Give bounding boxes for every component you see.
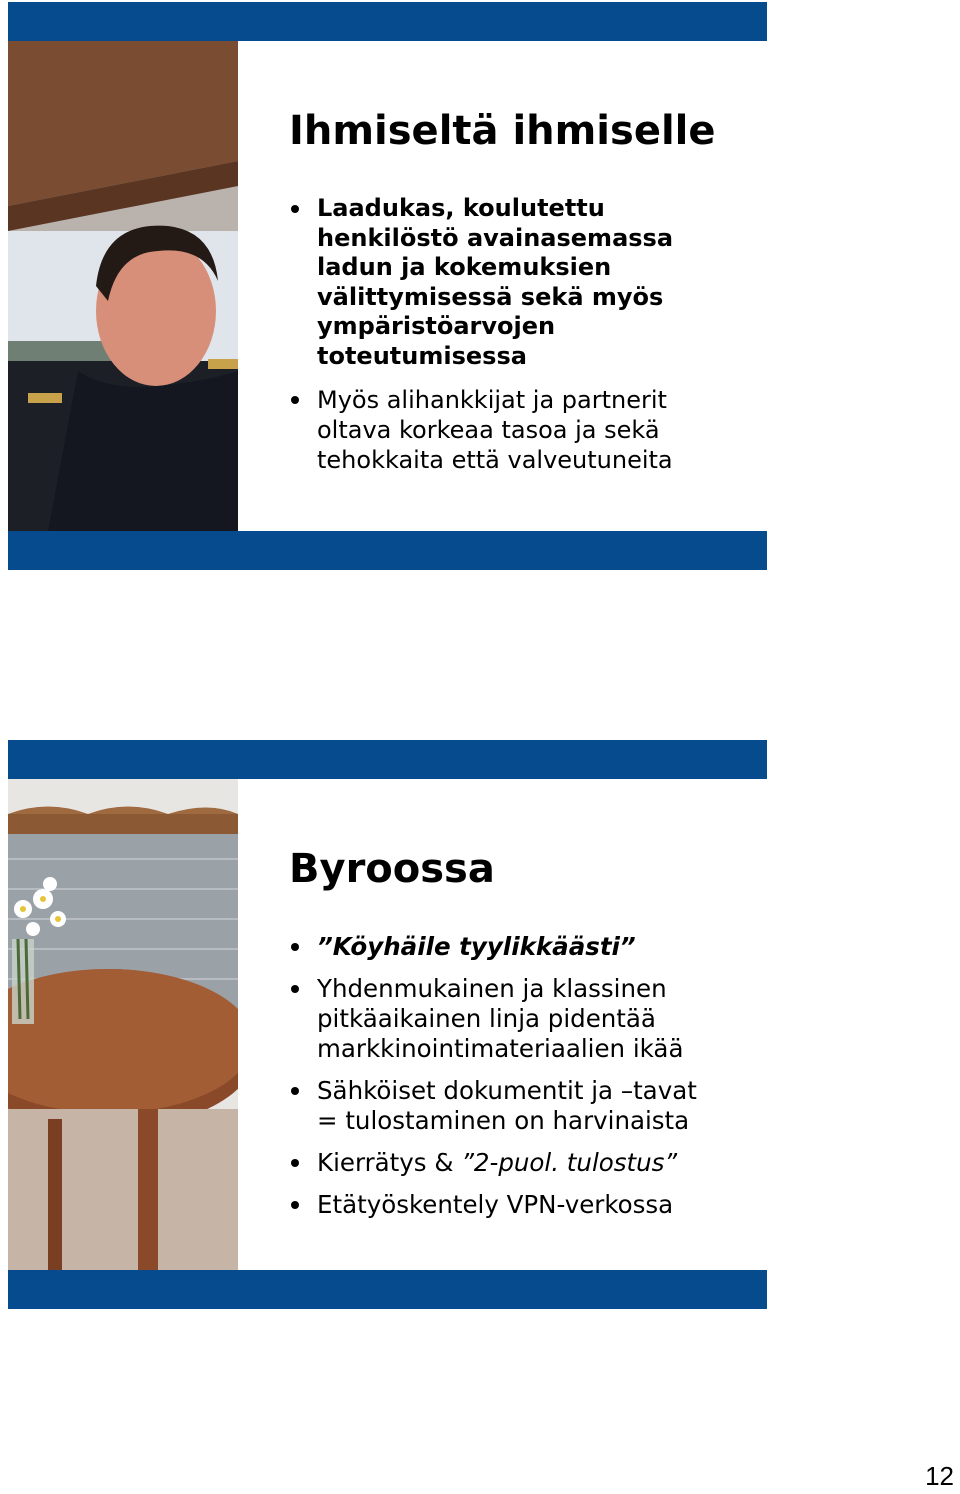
slide-2-title: Byroossa bbox=[289, 846, 495, 892]
bullet-dot bbox=[291, 1087, 299, 1095]
bullet-text-italic: ”2-puol. tulostus” bbox=[461, 1148, 678, 1177]
slide-1-bullets bbox=[289, 194, 759, 475]
bullet-text: Sähköiset dokumentit ja –tavat = tulostaminen on harvinaista bbox=[317, 1076, 697, 1135]
bullet-dot bbox=[291, 985, 299, 993]
slide-2-photo bbox=[8, 779, 238, 1270]
slide-2 bbox=[8, 740, 767, 1310]
bullet-item bbox=[289, 932, 759, 962]
bullet-text: Kierrätys & bbox=[317, 1148, 462, 1177]
slide-1-photo bbox=[8, 41, 238, 531]
page-number: 12 bbox=[925, 1461, 954, 1491]
bullet-text: Etätyöskentely VPN-verkossa bbox=[317, 1190, 674, 1219]
bullet-text: Yhdenmukainen ja klassinen pitkäaikainen linja pidentää markkinointimateriaalien ikää bbox=[317, 974, 684, 1063]
bullet-dot bbox=[291, 1159, 299, 1167]
bullet-item bbox=[289, 1190, 759, 1220]
bullet-dot bbox=[291, 396, 299, 404]
bullet-text: ”Köyhäile tyylikkäästi” bbox=[317, 932, 636, 961]
slide-1-bottom-bar bbox=[8, 531, 767, 570]
bullet-item bbox=[289, 385, 759, 475]
slide-1-top-bar bbox=[8, 2, 767, 41]
slide-1-title: Ihmiseltä ihmiselle bbox=[289, 108, 716, 154]
slide-2-top-bar bbox=[8, 740, 767, 779]
slide-2-bottom-bar bbox=[8, 1270, 767, 1309]
bullet-item bbox=[289, 194, 759, 371]
bullet-item bbox=[289, 1076, 759, 1136]
bullet-dot bbox=[291, 1201, 299, 1209]
bullet-text: Myös alihankkijat ja partnerit oltava korkeaa tasoa ja sekä tehokkaita että valveutuneita bbox=[317, 386, 673, 474]
bullet-item bbox=[289, 1148, 759, 1178]
slide-2-bullets bbox=[289, 932, 759, 1220]
slide-1 bbox=[8, 2, 767, 570]
bullet-dot bbox=[291, 943, 299, 951]
bullet-item bbox=[289, 974, 759, 1064]
bullet-text: Laadukas, koulutettu henkilöstö avainasemassa ladun ja kokemuksien välittymisessä sekä myös ympäristöarvojen toteutumisessa bbox=[317, 194, 674, 370]
bullet-dot bbox=[291, 205, 299, 213]
